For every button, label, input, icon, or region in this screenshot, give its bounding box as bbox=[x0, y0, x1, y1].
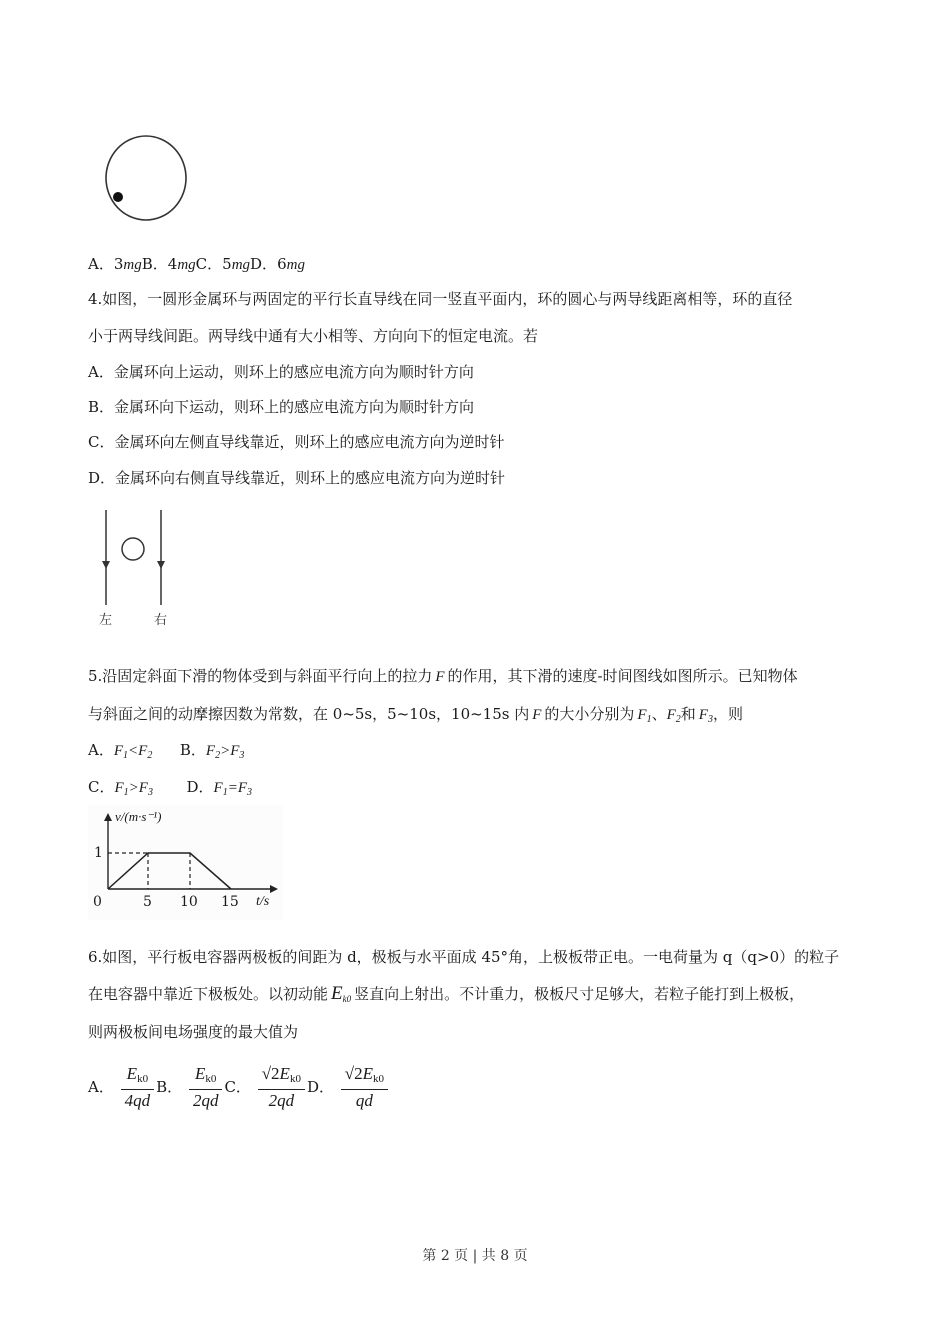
option-b-expr: $F_2>F_3$ bbox=[205, 743, 245, 761]
option-c-var: mg bbox=[231, 257, 251, 273]
q5-stem-line2 bbox=[88, 704, 743, 730]
y-tick-1: 1 bbox=[94, 845, 103, 861]
q6-stem-line2 bbox=[88, 984, 804, 1009]
x-tick-10: 10 bbox=[180, 894, 198, 910]
num: E bbox=[194, 1064, 206, 1083]
option-c-label: C． bbox=[224, 1078, 251, 1096]
option-d-value: 6 bbox=[277, 255, 287, 273]
q6-stem-line1: 6.如图，平行板电容器两极板的间距为 d，极板与水平面成 45°角，上极板带正电。一电荷量为 q（q>0）的粒子 bbox=[88, 948, 840, 966]
y-axis-label: v/(m·s⁻¹) bbox=[115, 809, 162, 824]
var-E: E bbox=[331, 983, 343, 1004]
option-d-label: D． bbox=[186, 778, 214, 796]
circle-ball-diagram bbox=[100, 130, 195, 230]
option-a-label: A． bbox=[88, 255, 114, 273]
q4-stem-line1: 4.如图，一圆形金属环与两固定的平行长直导线在同一竖直平面内，环的圆心与两导线距离相等，环的直径 bbox=[88, 290, 793, 308]
num: E bbox=[279, 1064, 290, 1083]
var-F1: $F_1$ bbox=[637, 707, 652, 725]
q6-options bbox=[88, 1064, 390, 1112]
num-sub: k0 bbox=[137, 1073, 149, 1085]
q5-text: 和 bbox=[680, 705, 696, 723]
q3-options bbox=[88, 254, 305, 275]
option-a-expr: $F_1<F_2$ bbox=[113, 743, 153, 761]
right-wire-label: 右 bbox=[154, 613, 168, 628]
var-F2: $F_2$ bbox=[666, 707, 681, 725]
q4-option-a: A．金属环向上运动，则环上的感应电流方向为顺时针方向 bbox=[88, 363, 474, 381]
velocity-time-graph bbox=[88, 805, 283, 920]
option-b-fraction bbox=[189, 1064, 223, 1112]
num: E bbox=[362, 1064, 373, 1083]
den: qd bbox=[355, 1091, 373, 1110]
num: E bbox=[126, 1064, 138, 1083]
den: 4qd bbox=[124, 1091, 151, 1110]
q6-text: 竖直向上射出。不计重力，极板尺寸足够大，若粒子能打到上极板， bbox=[354, 985, 805, 1003]
q5-text: 、 bbox=[651, 705, 667, 723]
x-axis-label: t/s bbox=[256, 894, 270, 909]
option-a-var: mg bbox=[123, 257, 142, 273]
option-d-expr: $F_1=F_3$ bbox=[213, 780, 253, 798]
option-a-fraction bbox=[121, 1064, 155, 1112]
q4-option-c: C．金属环向左侧直导线靠近，则环上的感应电流方向为逆时针 bbox=[88, 433, 505, 451]
q6-stem-line3: 则两极板间电场强度的最大值为 bbox=[88, 1023, 299, 1041]
q5-options-ab bbox=[88, 740, 244, 766]
page-number-footer: 第 2 页 | 共 8 页 bbox=[422, 1248, 528, 1264]
var-sub: k0 bbox=[342, 994, 352, 1004]
num-sub: k0 bbox=[289, 1073, 301, 1085]
q4-option-d: D．金属环向右侧直导线靠近，则环上的感应电流方向为逆时针 bbox=[88, 469, 506, 487]
var-F: F bbox=[532, 707, 542, 723]
option-c-fraction bbox=[258, 1064, 305, 1112]
option-d-fraction bbox=[341, 1064, 388, 1112]
left-wire-label: 左 bbox=[99, 613, 113, 628]
option-d-var: mg bbox=[286, 257, 305, 273]
option-a-label: A． bbox=[88, 1078, 114, 1096]
q5-text: 的大小分别为 bbox=[544, 705, 635, 723]
x-tick-15: 15 bbox=[221, 894, 239, 910]
option-b-label: B． bbox=[156, 1078, 183, 1096]
num-prefix: √2 bbox=[344, 1064, 363, 1083]
q5-text: 5.沿固定斜面下滑的物体受到与斜面平行向上的拉力 bbox=[88, 667, 433, 685]
q5-text: 的作用，其下滑的速度-时间图线如图所示。已知物体 bbox=[447, 667, 798, 685]
var-F: F bbox=[435, 669, 445, 685]
den: 2qd bbox=[192, 1091, 219, 1110]
q5-stem-line1 bbox=[88, 666, 798, 687]
option-b-label: B． bbox=[141, 255, 168, 273]
option-b-label: B． bbox=[179, 741, 206, 759]
wires-ring-figure bbox=[90, 505, 190, 630]
option-a-label: A． bbox=[88, 741, 114, 759]
q6-text: 在电容器中靠近下极板处。以初动能 bbox=[88, 985, 329, 1003]
wires-ring-diagram bbox=[90, 505, 190, 610]
q4-stem-line2: 小于两导线间距。两导线中通有大小相等、方向向下的恒定电流。若 bbox=[88, 327, 539, 345]
num-sub: k0 bbox=[372, 1073, 384, 1085]
q4-option-b: B．金属环向下运动，则环上的感应电流方向为顺时针方向 bbox=[88, 398, 475, 416]
x-tick-0: 0 bbox=[93, 894, 102, 910]
q5-text: ，则 bbox=[712, 705, 743, 723]
var-Ek0 bbox=[331, 983, 351, 1004]
option-d-label: D． bbox=[306, 1078, 334, 1096]
num-prefix: √2 bbox=[261, 1064, 280, 1083]
q5-options-cd bbox=[88, 777, 252, 803]
circular-track-figure bbox=[100, 130, 195, 230]
option-c-label: C． bbox=[195, 255, 223, 273]
option-c-label: C． bbox=[88, 778, 115, 796]
q5-text: 与斜面之间的动摩擦因数为常数，在 0~5s，5~10s，10~15s 内 bbox=[88, 705, 530, 723]
option-b-var: mg bbox=[177, 257, 196, 273]
den: 2qd bbox=[268, 1091, 295, 1110]
x-tick-5: 5 bbox=[143, 894, 152, 910]
option-a-value: 3 bbox=[113, 255, 124, 273]
option-d-label: D． bbox=[250, 255, 278, 273]
var-F3: $F_3$ bbox=[698, 707, 713, 725]
option-c-value: 5 bbox=[222, 255, 232, 273]
option-b-value: 4 bbox=[167, 255, 178, 273]
num-sub: k0 bbox=[205, 1073, 217, 1085]
option-c-expr: $F_1>F_3$ bbox=[114, 780, 153, 798]
